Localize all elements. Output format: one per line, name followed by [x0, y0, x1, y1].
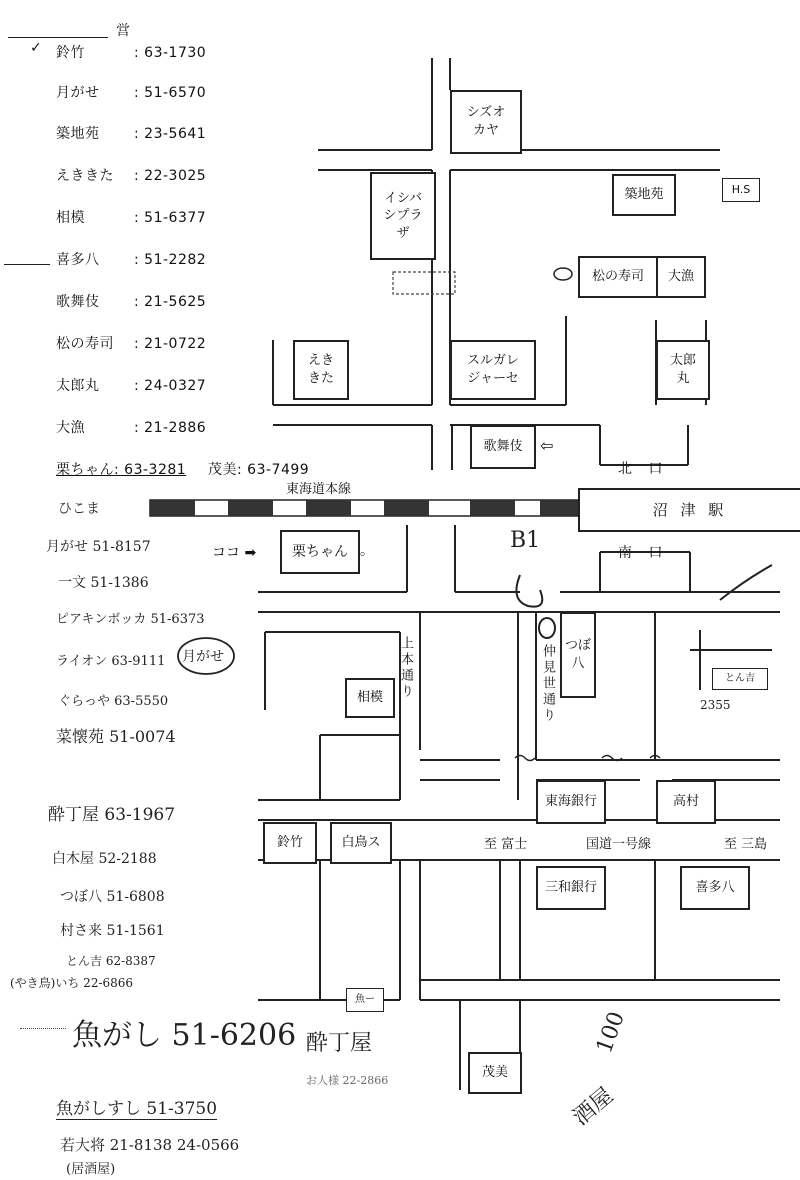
- shop-ishibashi-plaza: イシバ シプラ ザ: [370, 172, 436, 260]
- restaurant-name: 喜多八: [56, 252, 100, 268]
- big-handwritten-note: 魚がし 51-6206: [72, 1018, 297, 1053]
- shop-sanwa-bank: 三和銀行: [536, 866, 606, 910]
- north-exit-label: 北 口: [618, 461, 669, 477]
- to-mishima-label: 至 三島: [724, 837, 768, 852]
- station-numazu: 沼 津 駅: [578, 488, 800, 532]
- handwritten-entry: ライオン 63-9111: [56, 654, 166, 669]
- sushi-icon: [554, 268, 572, 280]
- restaurant-name: えききた: [56, 168, 114, 184]
- shop-suzutake: 鈴竹: [263, 822, 317, 864]
- phone-number: 21-0722: [144, 336, 207, 352]
- restaurant-name: 築地苑: [56, 126, 100, 142]
- restaurant-name: 太郎丸: [56, 378, 100, 394]
- separator: :: [134, 126, 140, 142]
- shop-ekikita: えき きた: [293, 340, 349, 400]
- separator: :: [134, 210, 140, 226]
- handwritten-entry: とん吉 62-8387: [66, 954, 156, 968]
- bottom-note: 魚がしすし 51-3750: [56, 1094, 217, 1120]
- shop-shizuoka: シズオ カヤ: [450, 90, 522, 154]
- restaurant-name: 松の寿司: [56, 336, 114, 352]
- separator: :: [134, 294, 140, 310]
- separator: :: [134, 420, 140, 436]
- shop-sagami: 相模: [345, 678, 395, 718]
- handwritten-stamp: 酒屋: [568, 1083, 619, 1131]
- b1-label: B1: [510, 528, 541, 553]
- gekkase-map-label: 月がせ: [182, 649, 224, 665]
- handwritten-entry: つぼ八 51-6808: [60, 889, 165, 905]
- railway-label: 東海道本線: [286, 482, 352, 497]
- shop-surugale: スルガレ ジャーセ: [450, 340, 536, 400]
- separator: :: [134, 168, 140, 184]
- check-mark: ✓: [30, 40, 42, 56]
- here-dot: 。: [360, 543, 374, 559]
- street-nakamise-dori: 仲見世通り: [540, 644, 555, 724]
- to-fuji-label: 至 富士: [484, 837, 528, 852]
- phone-number: 51-6377: [144, 210, 207, 226]
- b1-circle-mark: [516, 575, 542, 607]
- small-faded-note: お人様 22-2866: [306, 1074, 389, 1087]
- street-kamihon-dori: 上本通り: [398, 636, 413, 700]
- bottom-note: 若大将 21-8138 24-0566: [60, 1136, 240, 1154]
- phone-number: 21-5625: [144, 294, 207, 310]
- bottom-note: (居酒屋): [66, 1162, 116, 1177]
- handwritten-entry: 村さ来 51-1561: [60, 923, 165, 939]
- marker-ellipse: [539, 618, 555, 638]
- railway-track: [150, 500, 578, 516]
- shop-tsukijien: 築地苑: [612, 174, 676, 216]
- restaurant-name: 相模: [56, 210, 85, 226]
- phone-number: 51-6570: [144, 85, 207, 101]
- handwritten-100: 100: [592, 1008, 630, 1057]
- dotted-box: [393, 272, 455, 294]
- restaurant-name: 月がせ: [56, 85, 100, 101]
- restaurant-name: 鈴竹: [56, 45, 85, 61]
- big-handwritten-note-2: 酔丁屋: [306, 1031, 373, 1056]
- handwritten-entry: ひこま: [58, 501, 100, 517]
- shop-tonkichi: とん吉: [712, 668, 768, 690]
- scribble-note: 2355: [700, 698, 731, 712]
- south-exit-label: 南 口: [618, 545, 669, 561]
- shop-kurichan: 栗ちゃん: [280, 530, 360, 574]
- shop-shirotori: 白鳥ス: [330, 822, 392, 864]
- separator: :: [134, 252, 140, 268]
- restaurant-name: 茂美: [208, 462, 237, 478]
- shop-hs: H.S: [722, 178, 760, 202]
- restaurant-name: 栗ちゃん: [56, 462, 114, 478]
- here-label: ココ ➡: [212, 545, 257, 561]
- shop-taromaru: 太郎 丸: [656, 340, 710, 400]
- handwritten-entry: 菜懐苑 51-0074: [56, 727, 176, 746]
- handwritten-entry: 月がせ 51-8157: [46, 539, 151, 555]
- restaurant-name: 大漁: [56, 420, 85, 436]
- handwritten-entry: ぐらっや 63-5550: [58, 694, 169, 709]
- left-arrow-icon: ⇦: [540, 436, 554, 455]
- phone-number: : 63-3281: [114, 462, 187, 478]
- phone-number: 23-5641: [144, 126, 207, 142]
- phone-number: 51-2282: [144, 252, 207, 268]
- separator: :: [134, 45, 140, 61]
- handwritten-entry: ピアキンボッカ 51-6373: [56, 612, 205, 627]
- shop-shigemi: 茂美: [468, 1052, 522, 1094]
- handwritten-entry: 酔丁屋 63-1967: [48, 805, 176, 825]
- phone-number: 21-2886: [144, 420, 207, 436]
- shop-uo-box: 魚ー: [346, 988, 384, 1012]
- phone-number: 22-3025: [144, 168, 207, 184]
- separator: :: [134, 85, 140, 101]
- restaurant-name: 歌舞伎: [56, 294, 100, 310]
- shop-tairyo: 大漁: [656, 256, 706, 298]
- separator: :: [134, 336, 140, 352]
- header-mark: 営: [116, 23, 130, 39]
- separator: :: [134, 378, 140, 394]
- shop-matsu-sushi: 松の寿司: [578, 256, 658, 298]
- phone-number: 24-0327: [144, 378, 207, 394]
- handwritten-entry: 一文 51-1386: [58, 575, 149, 591]
- phone-number: : 63-7499: [237, 462, 310, 478]
- national-road-label: 国道一号線: [586, 837, 652, 852]
- shop-kitahachi: 喜多八: [680, 866, 750, 910]
- shop-tsubohachi: つぼ 八: [560, 612, 596, 698]
- shop-tokai-bank: 東海銀行: [536, 780, 606, 824]
- shop-takamura: 高村: [656, 780, 716, 824]
- handwritten-entry: (やき鳥)いち 22-6866: [10, 976, 134, 990]
- handwritten-entry: 白木屋 52-2188: [52, 851, 157, 867]
- phone-number: 63-1730: [144, 45, 207, 61]
- shop-kabuki: 歌舞伎: [470, 425, 536, 469]
